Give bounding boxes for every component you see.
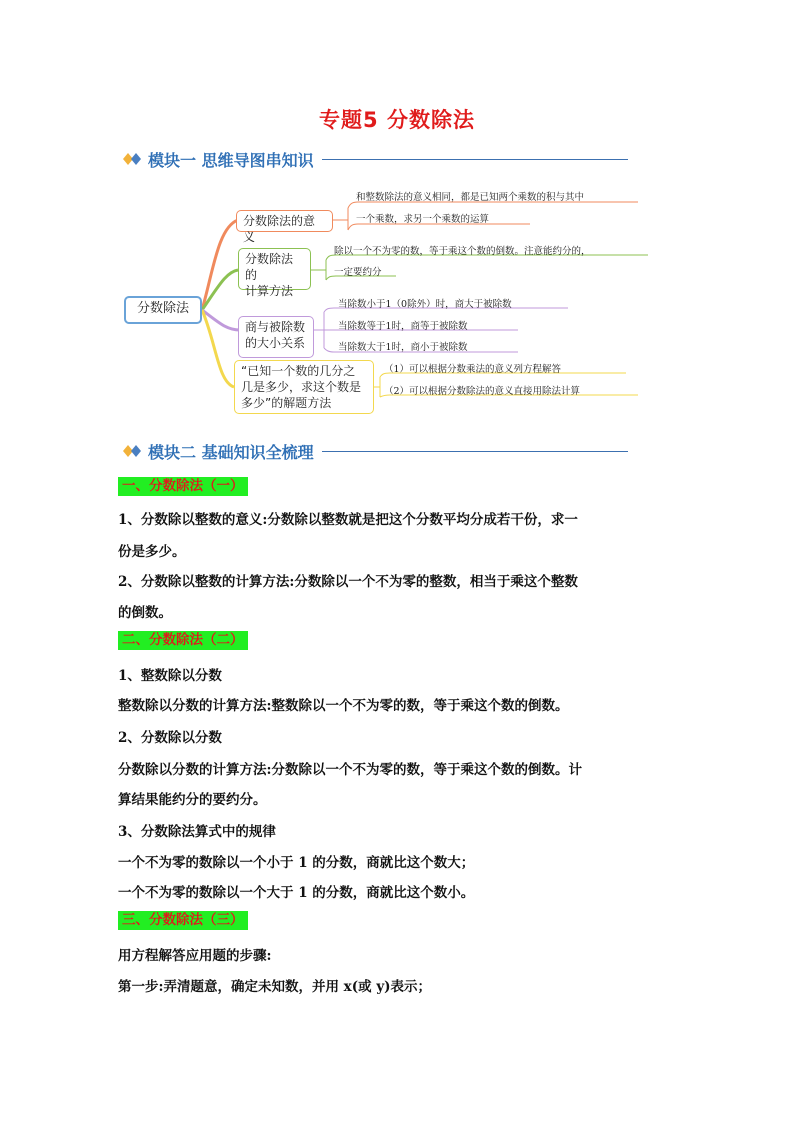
diamond-bullet-icon — [122, 443, 144, 459]
mind-map-leaf: 除以一个不为零的数，等于乘这个数的倒数。注意能约分的， — [334, 246, 591, 257]
mind-map-leaf: （1）可以根据分数乘法的意义列方程解答 — [384, 364, 562, 375]
paragraph-line: 一个不为零的数除以一个大于 1 的分数，商就比这个数小。 — [118, 885, 475, 901]
branch-label-line: 商与被除数 — [245, 320, 306, 334]
mind-map-root: 分数除法 — [124, 296, 202, 324]
paragraph-line: 的倒数。 — [118, 605, 172, 621]
mind-map-leaf: 当除数大于1时，商小于被除数 — [338, 342, 468, 353]
paragraph-line: 3、分数除法算式中的规律 — [118, 824, 276, 840]
branch-label-line: 几是多少，求这个数是 — [241, 380, 362, 394]
heading-rule — [322, 159, 628, 160]
heading-rule — [322, 451, 628, 452]
paragraph-line: 整数除以分数的计算方法:整数除以一个不为零的数，等于乘这个数的倒数。 — [118, 698, 569, 714]
mind-map-branch-1 — [236, 210, 333, 244]
module-heading-2 — [122, 440, 628, 462]
branch-label-line: 计算方法 — [245, 284, 294, 298]
mind-map-branch-3 — [238, 316, 314, 358]
mind-map — [118, 182, 648, 414]
paragraph-line: 份是多少。 — [118, 544, 186, 560]
mind-map-leaf: 和整数除法的意义相同，都是已知两个乘数的积与其中 — [356, 192, 585, 203]
paragraph-line: 1、整数除以分数 — [118, 668, 222, 684]
paragraph-line: 分数除以分数的计算方法:分数除以一个不为零的数，等于乘这个数的倒数。计 — [118, 762, 582, 778]
mind-map-leaf: 当除数等于1时，商等于被除数 — [338, 321, 468, 332]
branch-label-line: 分数除法的 — [245, 252, 294, 282]
module-heading-text: 模块二 基础知识全梳理 — [148, 442, 314, 462]
section-heading-2: 二、分数除法（二） — [118, 631, 248, 650]
paragraph-line: 1、分数除以整数的意义:分数除以整数就是把这个分数平均分成若干份，求一 — [118, 512, 578, 528]
mind-map-leaf: （2）可以根据分数除法的意义直接用除法计算 — [384, 386, 581, 397]
mind-map-branch-2 — [238, 248, 311, 298]
module-heading-text: 模块一 思维导图串知识 — [148, 150, 314, 170]
branch-label: 分数除法的意义 — [243, 214, 316, 244]
section-heading-3: 三、分数除法（三） — [118, 911, 248, 930]
paragraph-line: 算结果能约分的要约分。 — [118, 792, 267, 808]
branch-label-line: 的大小关系 — [245, 336, 306, 350]
diamond-bullet-icon — [122, 151, 144, 167]
branch-label-line: “已知一个数的几分之 — [241, 364, 356, 378]
mind-map-leaf: 一个乘数，求另一个乘数的运算 — [356, 214, 490, 225]
paragraph-line: 2、分数除以整数的计算方法:分数除以一个不为零的整数，相当于乘这个整数 — [118, 574, 578, 590]
paragraph-line: 一个不为零的数除以一个小于 1 的分数，商就比这个数大； — [118, 855, 475, 871]
mind-map-leaf: 当除数小于1（0除外）时，商大于被除数 — [338, 299, 512, 310]
section-heading-1: 一、分数除法（一） — [118, 477, 248, 496]
branch-label-line: 多少”的解题方法 — [241, 396, 332, 410]
paragraph-line: 2、分数除以分数 — [118, 730, 222, 746]
paragraph-line: 用方程解答应用题的步骤: — [118, 948, 272, 964]
mind-map-leaf: 一定要约分 — [334, 267, 382, 278]
mind-map-branch-4 — [234, 360, 374, 414]
page-title: 专题5 分数除法 — [319, 108, 475, 132]
paragraph-line: 第一步:弄清题意，确定未知数，并用 x(或 y)表示； — [118, 979, 432, 995]
module-heading-1 — [122, 148, 628, 170]
